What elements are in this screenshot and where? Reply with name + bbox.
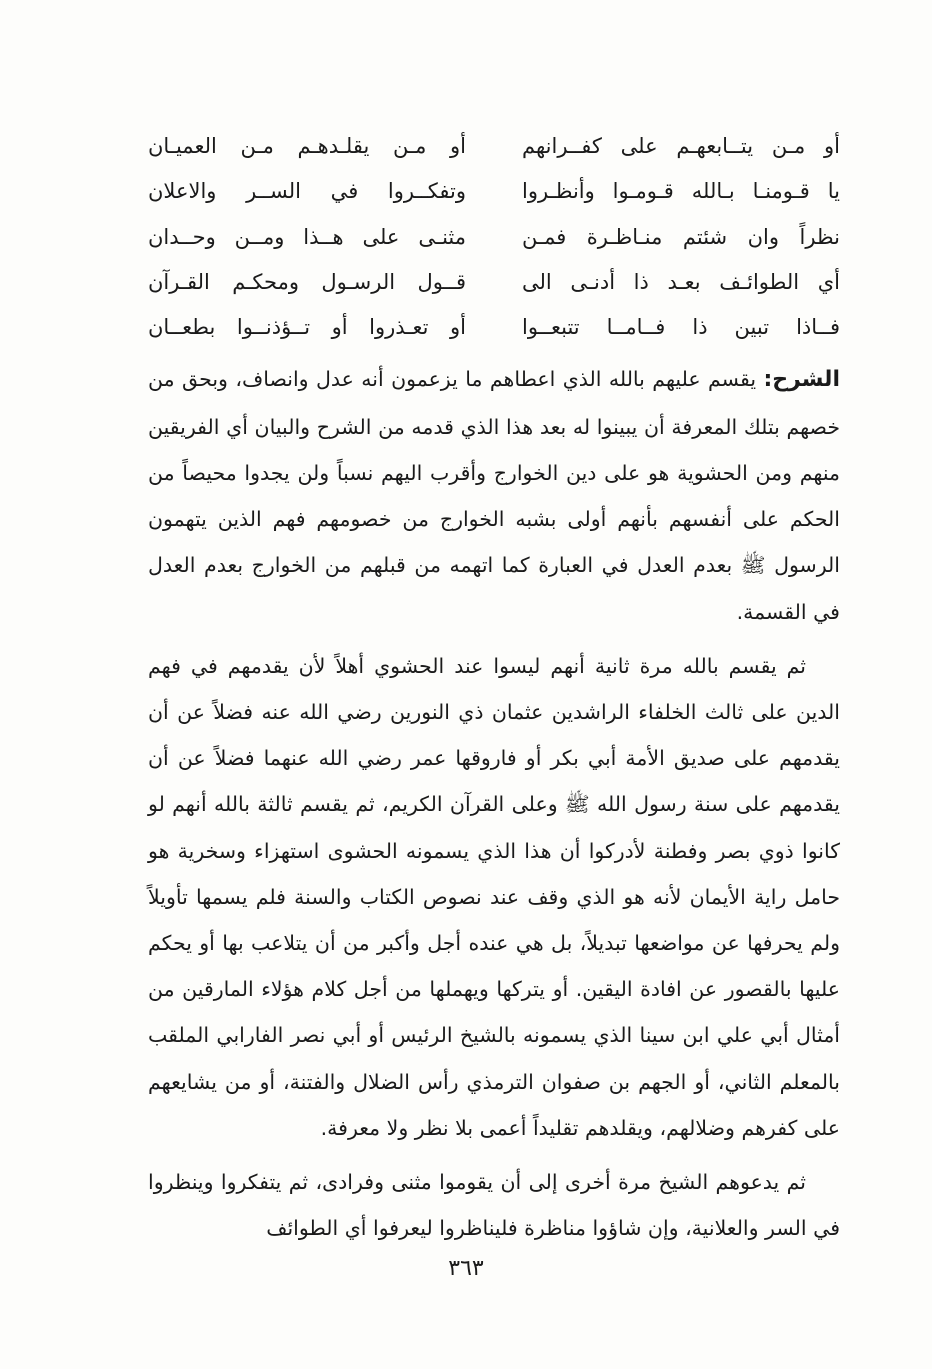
verse-first-half: نظراً وان شئتم منـاظـرة فمـن (522, 224, 840, 249)
verse-line (148, 260, 840, 305)
commentary (148, 356, 840, 1251)
verse-line (148, 215, 840, 260)
verse-second-half: أو مـن يقلـدهـم مـن العميـان (148, 134, 466, 159)
verse-first-half: أو مـن يتــابعهـم على كفــرانهم (522, 134, 840, 159)
poem-verses (148, 124, 840, 350)
commentary-paragraph-3: ثم يدعوهم الشيخ مرة أخرى إلى أن يقوموا مثنى وفرادى، ثم يتفكروا وينظروا في السر والعلانية، وإن شاؤوا مناظرة فليناظروا ليعرفوا أي الطوائف (148, 1169, 840, 1241)
verse-second-half: وتفكــروا في الســر والاعلان (148, 179, 466, 204)
verse-line (148, 305, 840, 350)
verse-first-half: يا قـومنـا بـالله قـومـوا وأنظـروا (522, 179, 840, 204)
verse-line (148, 124, 840, 169)
verse-first-half: فــاذا تبين ذا فــامــا تتبعــوا (522, 315, 840, 340)
commentary-paragraph-2: ثم يقسم بالله مرة ثانية أنهم ليسوا عند الحشوي أهلاً لأن يقدمهم في فهم الدين على ثالث الخلفاء الراشدين عثمان ذي النورين رضي الله عنه فضلاً عن أن يقدمهم على صديق الأمة أبي بكر أو فاروقها عمر رضي الله عنهما فضلاً عن أن يقدمهم على سنة رسول الله ﷺ وعلى القرآن الكريم، ثم يقسم ثالثة بالله أنهم لو كانوا ذوي بصر وفطنة لأدركوا أن هذا الذي يسمونه الحشوى استهزاء وسخرية هو حامل راية الأيمان لأنه هو الذي وقف عند نصوص الكتاب والسنة فلم يسمها تأويلاً ولم يحرفها عن مواضعها تبديلاً، بل هي عنده أجل وأكبر من أن يتلاعب بها أو يحكم عليها بالقصور عن افادة اليقين. أو يتركها ويهملها من أجل كلام هؤلاء المارقين من أمثال أبي علي ابن سينا الذي يسمونه بالشيخ الرئيس أو أبي نصر الفارابي الملقب بالمعلم الثاني، أو الجهم بن صفوان الترمذي رأس الضلال والفتنة، أو من يشايعهم على كفرهم وضلالهم، ويقلدهم تقليداً أعمى بلا نظر ولا معرفة. (148, 653, 840, 1140)
verse-second-half: قــول الرسـول ومحكـم القـرآن (148, 270, 466, 295)
page-number: ٣٦٣ (448, 1256, 484, 1281)
verse-line (148, 169, 840, 214)
page-content (148, 124, 840, 1251)
commentary-label: الشرح: (763, 367, 840, 393)
verse-first-half: أي الطوائـف بعـد ذا أدنـى الى (522, 270, 840, 295)
commentary-paragraph-1 (148, 356, 840, 634)
verse-second-half: أو تعـذروا أو تــؤذنــوا بطعــان (148, 315, 466, 340)
verse-second-half: مثنـى على هــذا ومــن وحــدان (148, 224, 466, 249)
commentary-paragraph-1-text: يقسم عليهم بالله الذي اعطاهم ما يزعمون أنه عدل وانصاف، وبحق من خصهم بتلك المعرفة أن يبينوا له بعد هذا الذي قدمه من الشرح والبيان أي الفريقين منهم ومن الحشوية هو على دين الخوارج وأقرب اليهم نسباً ولن يجدوا محيصاً من الحكم على أنفسهم بأنهم أولى بشبه الخوارج من خصومهم فهم الذين يتهمون الرسول ﷺ بعدم العدل في العبارة كما اتهمه من قبلهم من الخوارج بعدم العدل في القسمة. (148, 367, 840, 624)
